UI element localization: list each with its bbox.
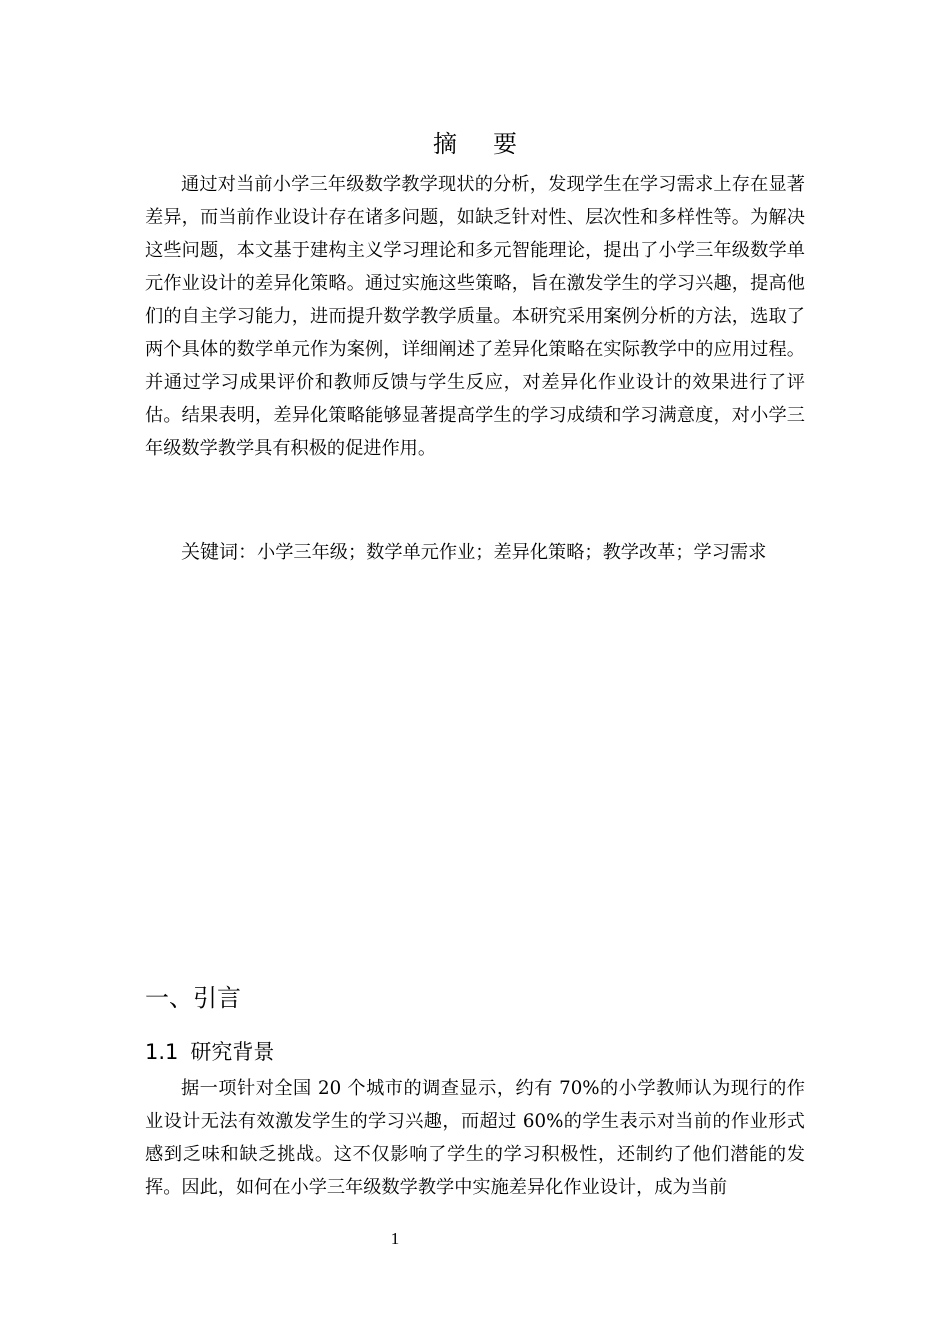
abstract-title: 摘要 xyxy=(433,130,553,158)
keywords-label: 关键词： xyxy=(181,541,258,563)
keywords-text: 小学三年级；数学单元作业；差异化策略；教学改革；学习需求 xyxy=(257,542,767,563)
subsection-number: 1.1 xyxy=(145,1040,179,1064)
keywords-paragraph xyxy=(145,536,805,569)
section-heading-introduction: 一、引言 xyxy=(145,984,241,1012)
abstract-body: 通过对当前小学三年级数学教学现状的分析，发现学生在学习需求上存在显著差异，而当前作业设计存在诸多问题，如缺乏针对性、层次性和多样性等。为解决这些问题，本文基于建构主义学习理论和多元智能理论，提出了小学三年级数学单元作业设计的差异化策略。通过实施这些策略，旨在激发学生的学习兴趣，提高他们的自主学习能力，进而提升数学教学质量。本研究采用案例分析的方法，选取了两个具体的数学单元作为案例，详细阐述了差异化策略在实际教学中的应用过程。并通过学习成果评价和教师反馈与学生反应，对差异化作业设计的效果进行了评估。结果表明，差异化策略能够显著提高学生的学习成绩和学习满意度，对小学三年级数学教学具有积极的促进作用。 xyxy=(145,174,805,459)
research-background-body: 据一项针对全国 20 个城市的调查显示，约有 70%的小学教师认为现行的作业设计无法有效激发学生的学习兴趣，而超过 60%的学生表示对当前的作业形式感到乏味和缺乏挑战。这不仅影响了学生的学习积极性，还制约了他们潜能的发挥。因此，如何在小学三年级数学教学中实施差异化作业设计，成为当前 xyxy=(145,1078,805,1198)
subsection-title: 研究背景 xyxy=(190,1040,275,1064)
subsection-heading-research-background xyxy=(145,1036,274,1068)
page-number: 1 xyxy=(390,1229,400,1248)
